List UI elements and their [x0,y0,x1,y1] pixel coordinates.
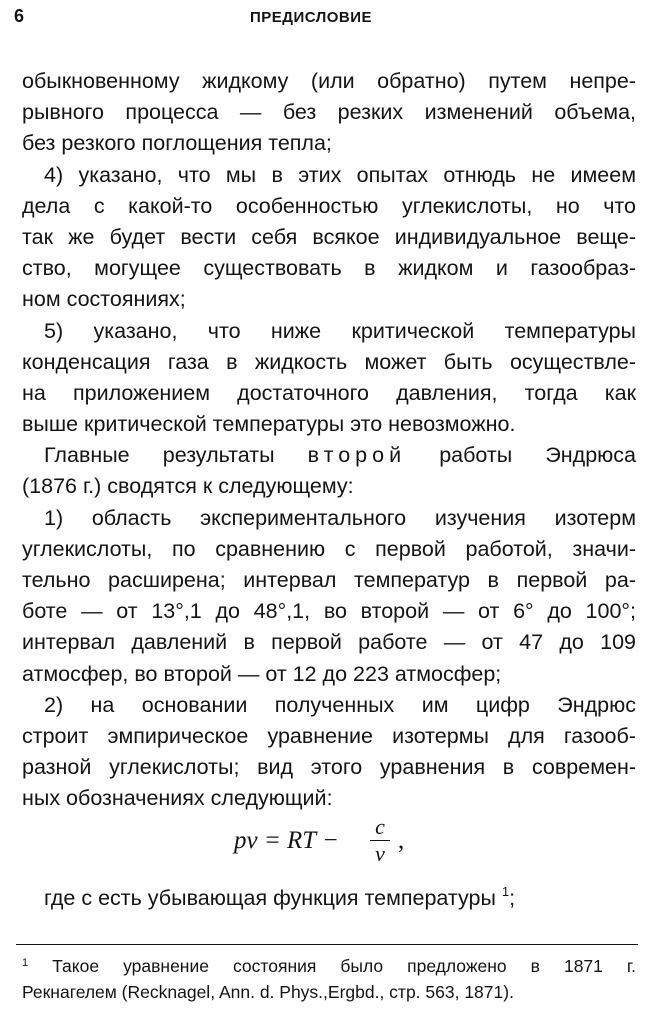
page-header [0,6,652,32]
equation-fraction [370,815,390,866]
text-line: так же будет вести себя всякое индивидуальное веще- [22,224,636,249]
paragraph-item-2 [22,690,636,815]
paragraph-item-1 [22,503,636,690]
equation-lhs: pv = RT − [234,826,339,854]
paragraph-second-work [22,440,636,502]
text-line: 5) указано, что ниже критической температуры [44,318,636,343]
running-title: ПРЕДИСЛОВИЕ [250,9,373,26]
paragraph-continuation [22,66,636,160]
text-line [22,883,636,914]
text-line: 4) указано, что мы в этих опытах отнюдь не имеем [44,162,636,187]
text-line: атмосфер, во второй — от 12 до 223 атмосфер; [22,661,502,686]
text-line: выше критической температуры это невозможно. [22,412,516,437]
paragraph-item-5 [22,316,636,441]
equation [22,815,636,877]
text-line: ство, могущее существовать в жидком и газообраз- [22,256,636,281]
footnote-line [22,953,636,979]
text-line: интервал давлений в первой работе — от 47 до 109 [22,630,636,655]
fraction-numerator: c [375,813,385,839]
text-line: разной углекислоты; вид этого уравнения в современ- [22,755,636,780]
equation-comma: , [398,826,405,854]
body-text [22,66,636,914]
footnote-line: Рекнагелем (Recknagel, Ann. d. Phys.,Ergbd., стр. 563, 1871). [22,982,514,1002]
text-line [22,440,636,471]
text-segment: ; [509,885,516,910]
text-line: на приложением достаточного давления, тогда как [22,380,636,405]
text-line: тельно расширена; интервал температур в первой ра- [22,568,636,592]
text-line: рывного процесса — без резких изменений объема, [22,100,636,125]
footnote-divider [16,944,638,945]
text-line: боте — от 13°,1 до 48°,1, во второй — от 6° до 100°; [22,599,636,624]
text-line: 1) область экспериментального изучения изотерм [44,505,636,530]
text-line: (1876 г.) сводятся к следующему: [22,474,354,499]
text-line: строит эмпирическое уравнение изотермы для газооб- [22,723,636,748]
footnote [22,953,636,1005]
fraction-denominator: v [375,840,385,866]
text-line: ном состояниях; [22,287,186,312]
text-segment: где c есть убывающая функция температуры [44,885,496,910]
text-line: ных обозначениях следующий: [22,786,333,811]
page-number: 6 [14,6,25,26]
text-segment: Такое уравнение состояния было предложено в 1871 г. [52,956,636,976]
text-line: 2) на основании полученных им цифр Эндрюс [44,692,636,717]
text-line: без резкого поглощения тепла; [22,131,332,156]
text-line: обыкновенному жидкому (или обратно) путем непре- [22,69,636,93]
emphasized-word: второй [307,443,407,468]
paragraph-item-4 [22,160,636,316]
text-segment: работы Эндрюса [439,443,636,468]
footnote-marker: 1 [22,957,29,969]
text-line: углекислоты, по сравнению с первой работой, значи- [22,536,636,561]
text-line: конденсация газа в жидкость может быть осуществле- [22,349,636,374]
footnote-reference: 1 [501,883,510,899]
text-segment: Главные результаты [44,443,275,468]
text-line: дела с какой-то особенностью углекислоты, но что [22,193,636,218]
